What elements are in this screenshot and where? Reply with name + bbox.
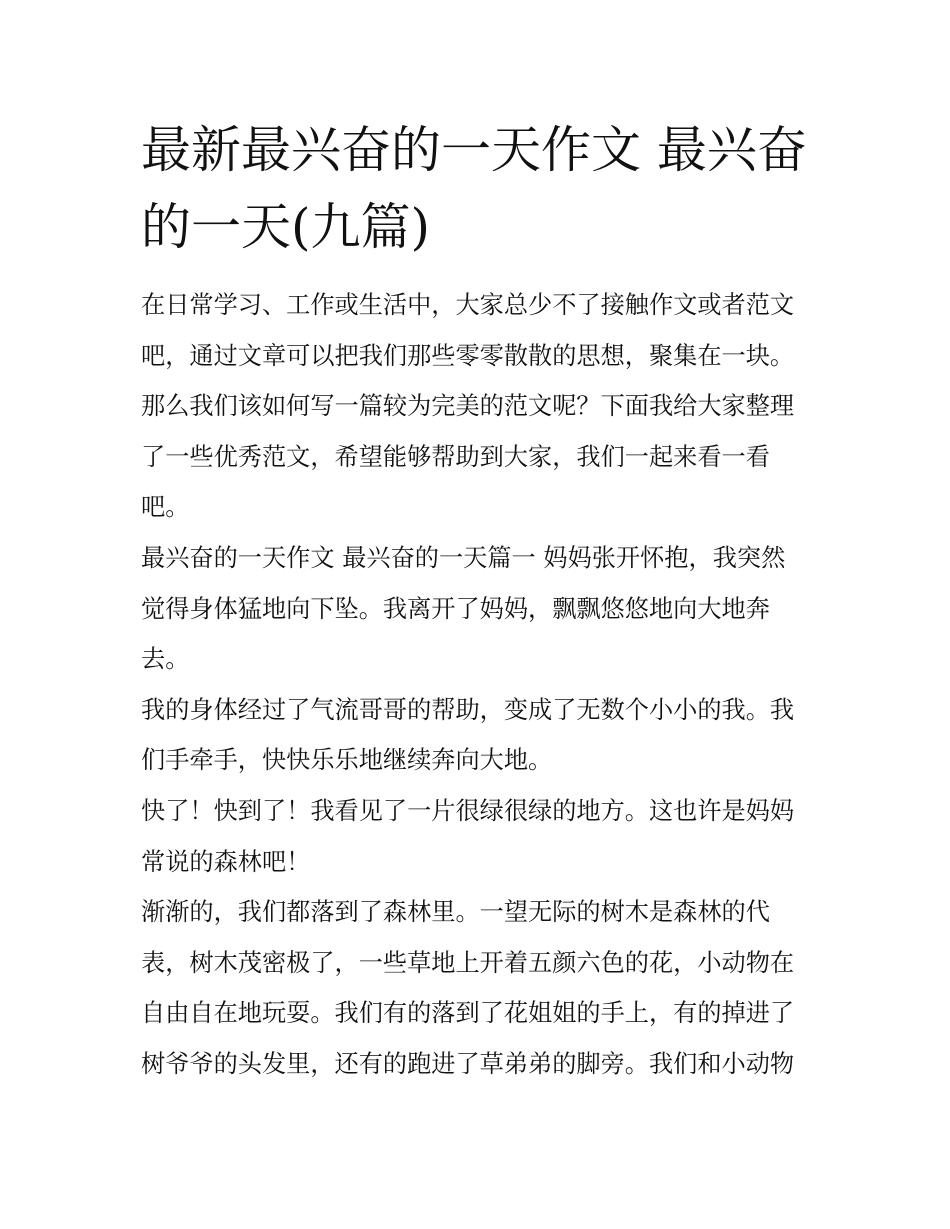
paragraph-intro: 在日常学习、工作或生活中，大家总少不了接触作文或者范文 吧，通过文章可以把我们那些零零散散的思想，聚集在一块。 那么我们该如何写一篇较为完美的范文呢？下面我给大家整理 了一些优秀范文，希望能够帮助到大家，我们一起来看一看 吧。 — [141, 291, 795, 522]
paragraph-2: 我的身体经过了气流哥哥的帮助，变成了无数个小小的我。我 们手牵手，快快乐乐地继续奔向大地。 — [141, 695, 795, 775]
paragraph-3: 快了！快到了！我看见了一片很绿很绿的地方。这也许是妈妈 常说的森林吧！ — [141, 796, 795, 876]
paragraph-1: 最兴奋的一天作文 最兴奋的一天篇一 妈妈张开怀抱，我突然 觉得身体猛地向下坠。我离开了妈妈，飘飘悠悠地向大地奔 去。 — [141, 543, 786, 674]
document-title: 最新最兴奋的一天作文 最兴奋 的一天(九篇) — [141, 121, 807, 256]
document-body — [141, 280, 821, 1090]
paragraph-4: 渐渐的，我们都落到了森林里。一望无际的树木是森林的代 表，树木茂密极了，一些草地上开着五颜六色的花，小动物在 自由自在地玩耍。我们有的落到了花姐姐的手上，有的掉进了 树爷爷的头发里，还有的跑进了草弟弟的脚旁。我们和小动物 — [141, 898, 795, 1078]
